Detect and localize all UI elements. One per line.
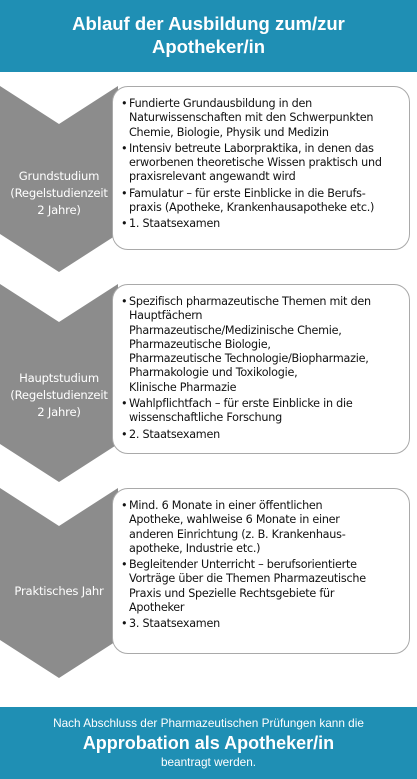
bullet-line: apotheke, Industrie etc.) [129,541,261,555]
stage-label-line: 2 Jahre) [37,405,81,419]
bullet-line: erworbenen theoretische Wissen praktisch und [129,156,382,170]
chevron-grundstudium [0,86,118,272]
bullet-line: anderen Einrichtung (z. B. Krankenhaus- [129,527,346,541]
bullet-item: • 1. Staatsexamen [121,217,405,231]
bullet-item: • Fundierte Grundausbildung in den Naturwissenschaften mit den Schwerpunkten Chemie, Biologie, Physik und Medizin [121,97,405,140]
content-box-praktisches-jahr [112,488,410,654]
stage-label-line: (Regelstudienzeit [10,186,108,200]
footer-line-3: beantragt werden. [160,755,257,769]
bullet-item: • Intensiv betreute Laborpraktika, in denen das erworbenen theoretische Wissen praktisch und praxisrelevant angewandt wird [121,142,405,185]
bullet-line: Begleitender Unterricht – berufsorientierte [129,558,357,572]
bullet-line: praxisrelevant angewandt wird [129,170,296,184]
bullet-line: Intensiv betreute Laborpraktika, in denen das [129,141,374,155]
bullet-line: Klinische Pharmazie [129,380,237,394]
stage-label-line: (Regelstudienzeit [10,388,108,402]
bullet-line: Hauptfächern [129,309,203,323]
bullet-item: • Spezifisch pharmazeutische Themen mit den Hauptfächern Pharmazeutische/Medizinische Chemie, Pharmazeutische Biologie, Pharmazeutische Technologie/Biopharmazie, Pharmakologie und Toxikologie, Klinische Pharmazie [121,295,405,395]
bullet-line: Pharmazeutische/Medizinische Chemie, [129,323,342,337]
bullet-item: • 3. Staatsexamen [121,617,405,631]
bullet-line: Mind. 6 Monate in einer öffentlichen [129,499,323,512]
stage-label [0,583,118,600]
content-box-hauptstudium [112,284,410,454]
bullet-item: • Mind. 6 Monate in einer öffentlichen Apotheke, wahlweise 6 Monate in einer anderen Einrichtung (z. B. Krankenhaus- apotheke, Industrie etc.) [121,499,405,556]
bullet-item: • Famulatur – für erste Einblicke in die Berufs- praxis (Apotheke, Krankenhausapotheke etc.) [121,187,405,216]
footer-banner [0,707,417,779]
bullet-line: Vorträge über die Themen Pharmazeutische [129,572,366,586]
bullet-line: praxis (Apotheke, Krankenhausapotheke etc.) [129,201,375,215]
bullet-item: • Begleitender Unterricht – berufsorientierte Vorträge über die Themen Pharmazeutische Praxis und Spezielle Rechtsgebiete für Apotheker [121,558,405,615]
bullet-line: 3. Staatsexamen [129,617,220,631]
stage-label-line: Praktisches Jahr [14,584,104,598]
bullet-line: Spezifisch pharmazeutische Themen mit den [129,295,371,308]
bullet-item: • Wahlpflichtfach – für erste Einblicke in die wissenschaftliche Forschung [121,397,405,426]
bullet-line: Famulatur – für erste Einblicke in die Berufs- [129,186,366,200]
bullet-line: wissenschaftliche Forschung [129,411,282,425]
title-line-2: Apotheker/in [151,36,266,57]
bullet-line: Chemie, Biologie, Physik und Medizin [129,125,329,139]
footer-headline: Approbation als Apotheker/in [82,733,335,753]
bullet-line: Praxis und Spezielle Rechtsgebiete für [129,586,335,600]
stage-label-line: Hauptstudium [19,371,99,385]
bullet-line: Wahlpflichtfach – für erste Einblicke in die [129,397,353,411]
bullet-line: 1. Staatsexamen [129,217,220,231]
stage-label [0,370,118,421]
chevron-hauptstudium [0,284,118,482]
bullet-line: 2. Staatsexamen [129,427,220,441]
chevron-praktisches-jahr [0,488,118,678]
bullet-line: Apotheker [129,601,185,615]
stage-label [0,168,118,219]
bullet-item: • 2. Staatsexamen [121,428,405,442]
bullet-line: Apotheke, wahlweise 6 Monate in einer [129,513,340,527]
bullet-line: Pharmazeutische Biologie, [129,337,271,351]
content-box-grundstudium [112,86,410,250]
stage-label-line: 2 Jahre) [37,203,81,217]
header-banner [0,0,417,72]
bullet-line: Pharmakologie und Toxikologie, [129,366,298,380]
title-line-1: Ablauf der Ausbildung zum/zur [72,13,345,34]
bullet-line: Naturwissenschaften mit den Schwerpunkten [129,111,374,125]
bullet-line: Pharmazeutische Technologie/Biopharmazie, [129,352,369,366]
bullet-line: Fundierte Grundausbildung in den [129,97,312,110]
stage-label-line: Grundstudium [18,169,100,183]
footer-line-1: Nach Abschluss der Pharmazeutischen Prüfungen kann die [53,716,364,730]
